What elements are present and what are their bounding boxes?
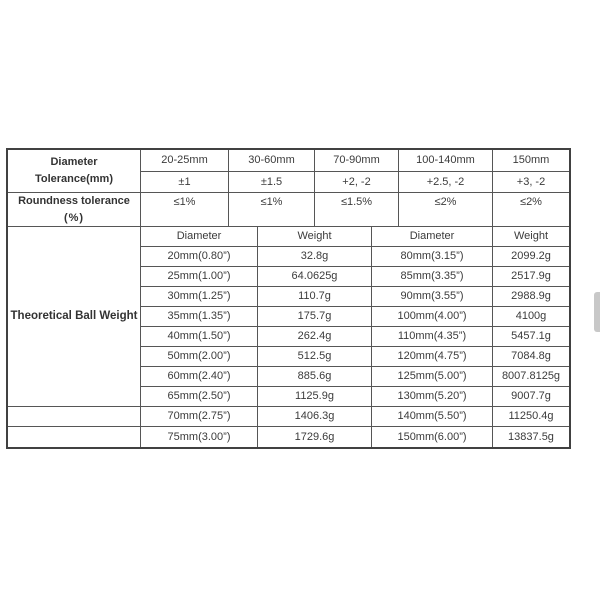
roundness-value-cell: ≤2% [399, 193, 493, 227]
roundness-value-cell: ≤1% [141, 193, 229, 227]
diameter-tolerance-header [8, 150, 141, 193]
weight-cell: 64.0625g [258, 267, 372, 287]
col-header-weight-2: Weight [493, 227, 569, 247]
diameter-cell: 30mm(1.25”) [141, 287, 258, 307]
diameter-cell: 85mm(3.35”) [372, 267, 493, 287]
diameter-cell: 75mm(3.00”) [141, 427, 258, 447]
weight-cell: 2099.2g [493, 247, 569, 267]
roundness-tolerance-header [8, 193, 141, 227]
diameter-cell: 100mm(4.00”) [372, 307, 493, 327]
diameter-cell: 120mm(4.75”) [372, 347, 493, 367]
weight-cell: 4100g [493, 307, 569, 327]
tolerance-value-cell: +2.5, -2 [399, 172, 493, 193]
diameter-cell: 125mm(5.00”) [372, 367, 493, 387]
percent-label: (%) [63, 211, 85, 224]
diameter-cell: 25mm(1.00”) [141, 267, 258, 287]
ball-spec-table [6, 148, 571, 449]
roundness-value-cell: ≤1.5% [315, 193, 399, 227]
col-header-diameter-1: Diameter [141, 227, 258, 247]
tolerance-value-cell: +3, -2 [493, 172, 569, 193]
diameter-range-cell: 70-90mm [315, 150, 399, 172]
diameter-cell: 90mm(3.55”) [372, 287, 493, 307]
tolerance-value-cell: ±1 [141, 172, 229, 193]
weight-cell: 110.7g [258, 287, 372, 307]
tolerance-section [8, 150, 569, 227]
diameter-cell: 150mm(6.00”) [372, 427, 493, 447]
tolerance-value-cell: ±1.5 [229, 172, 315, 193]
diameter-cell: 35mm(1.35”) [141, 307, 258, 327]
weight-cell: 7084.8g [493, 347, 569, 367]
weight-section [8, 227, 569, 447]
diameter-label: Diameter [50, 156, 98, 168]
diameter-cell: 60mm(2.40”) [141, 367, 258, 387]
weight-cell: 1729.6g [258, 427, 372, 447]
diameter-cell: 20mm(0.80”) [141, 247, 258, 267]
weight-cell: 5457.1g [493, 327, 569, 347]
roundness-value-cell: ≤1% [229, 193, 315, 227]
weight-cell: 2988.9g [493, 287, 569, 307]
diameter-range-cell: 150mm [493, 150, 569, 172]
diameter-range-cell: 30-60mm [229, 150, 315, 172]
weight-cell: 1406.3g [258, 407, 372, 427]
weight-cell: 13837.5g [508, 430, 554, 443]
diameter-cell: 110mm(4.35”) [372, 327, 493, 347]
weight-cell: 262.4g [258, 327, 372, 347]
empty-label-cell [8, 407, 141, 427]
roundness-value-cell: ≤2% [493, 193, 569, 227]
tolerance-mm-label: Tolerance(mm) [34, 173, 114, 185]
roundness-label: Roundness tolerance [18, 194, 130, 207]
diameter-cell: 140mm(5.50”) [372, 407, 493, 427]
tolerance-value-cell: +2, -2 [315, 172, 399, 193]
weight-cell: 1125.9g [258, 387, 372, 407]
weight-cell: 11250.4g [493, 407, 569, 427]
col-header-weight-1: Weight [258, 227, 372, 247]
diameter-range-cell: 20-25mm [141, 150, 229, 172]
weight-cell: 885.6g [258, 367, 372, 387]
diameter-cell: 70mm(2.75”) [141, 407, 258, 427]
scrollbar-thumb[interactable] [594, 292, 600, 332]
diameter-range-cell: 100-140mm [399, 150, 493, 172]
weight-cell: 9007.7g [493, 387, 569, 407]
diameter-cell: 130mm(5.20”) [372, 387, 493, 407]
weight-cell: 2517.9g [493, 267, 569, 287]
diameter-cell: 40mm(1.50”) [141, 327, 258, 347]
diameter-cell: 65mm(2.50”) [141, 387, 258, 407]
theoretical-ball-weight-label: Theoretical Ball Weight [8, 227, 141, 407]
diameter-cell: 50mm(2.00”) [141, 347, 258, 367]
weight-cell: 512.5g [258, 347, 372, 367]
weight-cell: 32.8g [258, 247, 372, 267]
weight-cell: 175.7g [258, 307, 372, 327]
col-header-diameter-2: Diameter [372, 227, 493, 247]
diameter-cell: 80mm(3.15”) [372, 247, 493, 267]
weight-cell: 8007.8125g [493, 367, 569, 387]
empty-label-cell [8, 427, 141, 447]
